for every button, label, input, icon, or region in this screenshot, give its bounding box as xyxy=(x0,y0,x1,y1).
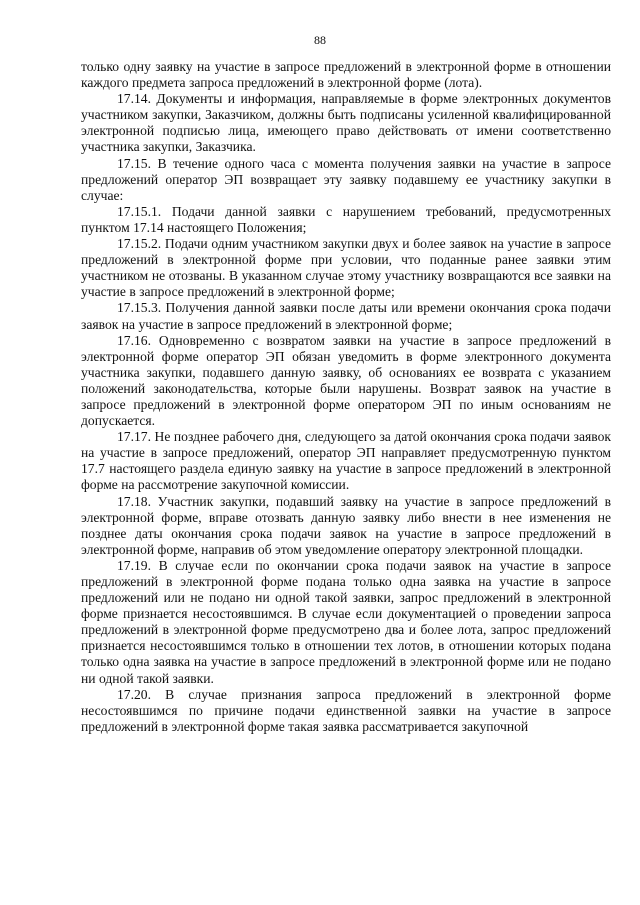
paragraph-17-17: 17.17. Не позднее рабочего дня, следующего за датой окончания срока подачи заявок на участие в запросе предложений, оператор ЭП направляет предусмотренную пунктом 17.7 настоящего раздела единую заявку на участие в запросе предложений в электронной форме на рассмотрение закупочной комиссии. xyxy=(81,429,611,493)
paragraph-17-16: 17.16. Одновременно с возвратом заявки на участие в запросе предложений в электронной форме оператор ЭП обязан уведомить в форме электронного документа участника закупки, подавшего данную заявку, об основаниях ее возврата с указанием положений законодательства, которые были нарушены. Возврат заявок на участие в запросе предложений в электронной форме оператором ЭП по иным основаниям не допускается. xyxy=(81,332,611,429)
paragraph-17-20: 17.20. В случае признания запроса предложений в электронной форме несостоявшимся по причине подачи единственной заявки на участие в запросе предложений в электронной форме такая заявка рассматривается закупочной xyxy=(81,686,611,734)
paragraph-17-19: 17.19. В случае если по окончании срока подачи заявок на участие в запросе предложений в электронной форме подана только одна заявка на участие в запросе предложений или не подано ни одной такой заявки, запрос предложений в электронной форме признается несостоявшимся. В случае если документацией о проведении запроса предложений в электронной форме предусмотрено два и более лота, запрос предложений признается несостоявшимся только в отношении тех лотов, в отношении которых подана только одна заявка на участие в запросе предложений в электронной форме или не подано ни одной такой заявки. xyxy=(81,557,611,686)
paragraph-17-15: 17.15. В течение одного часа с момента получения заявки на участие в запросе предложений оператор ЭП возвращает эту заявку подавшему ее участнику закупки в случае: xyxy=(81,155,611,203)
document-body xyxy=(81,59,611,735)
paragraph-17-15-2: 17.15.2. Подачи одним участником закупки двух и более заявок на участие в запросе предложений в электронной форме при условии, что поданные ранее заявки этим участником не отозваны. В указанном случае этому участнику возвращаются все заявки на участие в запросе предложений в электронной форме; xyxy=(81,236,611,300)
paragraph-17-14: 17.14. Документы и информация, направляемые в форме электронных документов участником закупки, Заказчиком, должны быть подписаны усиленной квалифицированной электронной подписью лица, имеющего право действовать от имени соответственно участника закупки, Заказчика. xyxy=(81,91,611,155)
paragraph-17-18: 17.18. Участник закупки, подавший заявку на участие в запросе предложений в электронной форме, вправе отозвать данную заявку либо внести в нее изменения не позднее даты окончания срока подачи заявок на участие в запросе предложений в электронной форме, направив об этом уведомление оператору электронной площадки. xyxy=(81,493,611,557)
paragraph-continuation: только одну заявку на участие в запросе предложений в электронной форме в отношении каждого предмета запроса предложений в электронной форме (лота). xyxy=(81,59,611,91)
paragraph-17-15-3: 17.15.3. Получения данной заявки после даты или времени окончания срока подачи заявок на участие в запросе предложений в электронной форме; xyxy=(81,300,611,332)
paragraph-17-15-1: 17.15.1. Подачи данной заявки с нарушением требований, предусмотренных пунктом 17.14 настоящего Положения; xyxy=(81,203,611,235)
page-number: 88 xyxy=(314,33,326,47)
